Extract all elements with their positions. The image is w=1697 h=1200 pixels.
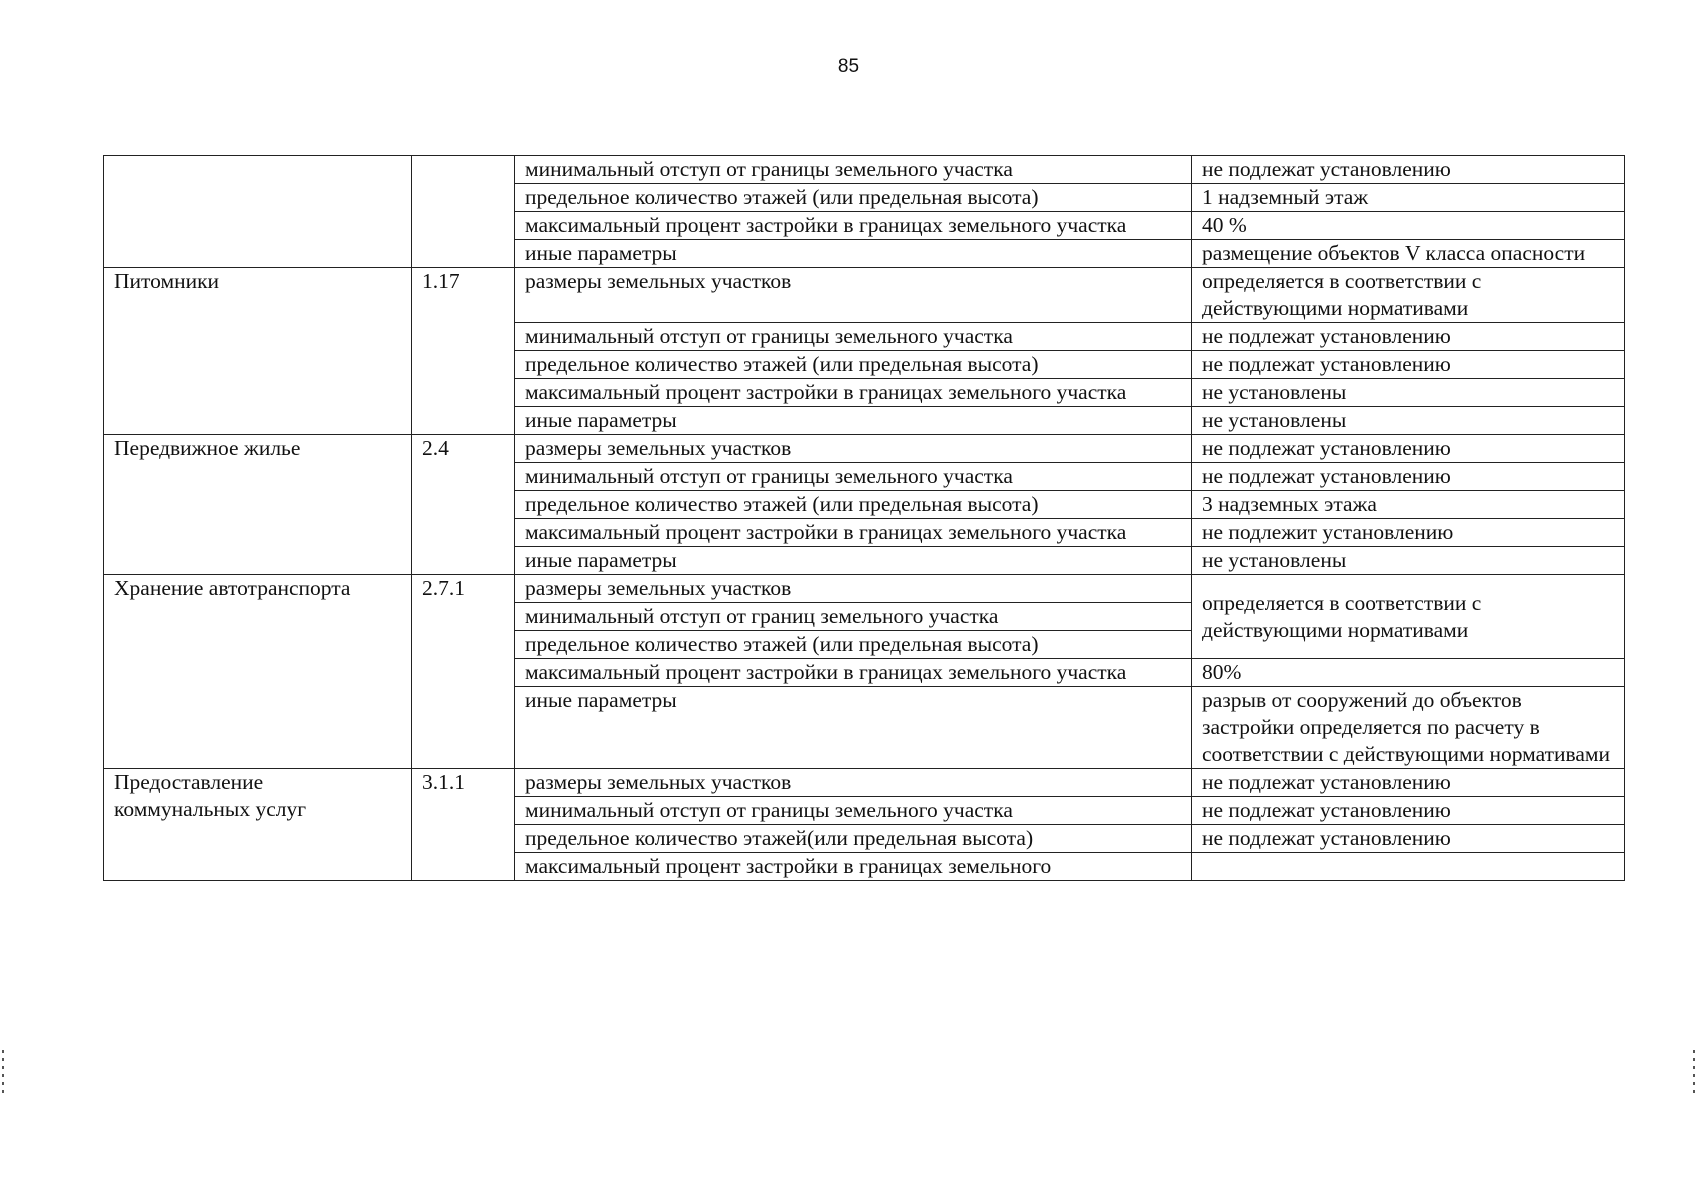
param-value-cell: не установлены <box>1192 379 1625 407</box>
param-value-cell: размещение объектов V класса опасности <box>1192 240 1625 268</box>
param-name-cell: минимальный отступ от границы земельного участка <box>515 463 1192 491</box>
param-name-cell: минимальный отступ от границы земельного участка <box>515 323 1192 351</box>
param-value-cell: 80% <box>1192 659 1625 687</box>
param-name-cell: иные параметры <box>515 407 1192 435</box>
param-name-cell: максимальный процент застройки в границах земельного участка <box>515 379 1192 407</box>
use-code-cell <box>412 156 515 268</box>
param-value-cell: не подлежат установлению <box>1192 351 1625 379</box>
param-value-cell: не установлены <box>1192 547 1625 575</box>
use-name-cell: Предоставление коммунальных услуг <box>104 769 412 881</box>
scan-edge-mark-left <box>2 1050 4 1098</box>
param-value-cell: не подлежат установлению <box>1192 323 1625 351</box>
param-name-cell: размеры земельных участков <box>515 268 1192 323</box>
param-name-cell: иные параметры <box>515 240 1192 268</box>
param-value-cell: не подлежит установлению <box>1192 519 1625 547</box>
regulations-table <box>103 155 1625 881</box>
param-value-cell: не подлежат установлению <box>1192 463 1625 491</box>
param-value-cell: не подлежат установлению <box>1192 825 1625 853</box>
param-name-cell: иные параметры <box>515 547 1192 575</box>
param-name-cell: предельное количество этажей (или предельная высота) <box>515 351 1192 379</box>
param-name-cell: размеры земельных участков <box>515 769 1192 797</box>
page-number: 85 <box>837 56 860 77</box>
param-value-cell: определяется в соответствии с действующими нормативами <box>1192 575 1625 659</box>
scan-edge-mark-right <box>1693 1050 1695 1098</box>
param-name-cell: максимальный процент застройки в границах земельного участка <box>515 659 1192 687</box>
param-name-cell: предельное количество этажей (или предельная высота) <box>515 631 1192 659</box>
param-value-cell: 3 надземных этажа <box>1192 491 1625 519</box>
param-value-cell: не подлежат установлению <box>1192 769 1625 797</box>
use-code-cell: 2.7.1 <box>412 575 515 769</box>
param-name-cell: предельное количество этажей (или предельная высота) <box>515 184 1192 212</box>
use-code-cell: 3.1.1 <box>412 769 515 881</box>
param-name-cell: размеры земельных участков <box>515 575 1192 603</box>
use-name-cell: Хранение автотранспорта <box>104 575 412 769</box>
param-name-cell: минимальный отступ от границ земельного участка <box>515 603 1192 631</box>
param-name-cell: максимальный процент застройки в границах земельного участка <box>515 212 1192 240</box>
param-value-cell: не подлежат установлению <box>1192 156 1625 184</box>
param-value-cell: определяется в соответствии с действующими нормативами <box>1192 268 1625 323</box>
use-name-cell: Передвижное жилье <box>104 435 412 575</box>
param-name-cell: минимальный отступ от границы земельного участка <box>515 797 1192 825</box>
param-value-cell <box>1192 853 1625 881</box>
param-name-cell: максимальный процент застройки в границах земельного <box>515 853 1192 881</box>
param-value-cell: разрыв от сооружений до объектов застройки определяется по расчету в соответствии с действующими нормативами <box>1192 687 1625 769</box>
param-name-cell: минимальный отступ от границы земельного участка <box>515 156 1192 184</box>
use-code-cell: 1.17 <box>412 268 515 435</box>
use-name-cell <box>104 156 412 268</box>
use-code-cell: 2.4 <box>412 435 515 575</box>
table-row <box>104 769 1625 797</box>
param-name-cell: размеры земельных участков <box>515 435 1192 463</box>
use-name-cell: Питомники <box>104 268 412 435</box>
param-value-cell: не установлены <box>1192 407 1625 435</box>
param-name-cell: иные параметры <box>515 687 1192 769</box>
table-row <box>104 575 1625 603</box>
param-name-cell: максимальный процент застройки в границах земельного участка <box>515 519 1192 547</box>
param-value-cell: не подлежат установлению <box>1192 797 1625 825</box>
param-name-cell: предельное количество этажей (или предельная высота) <box>515 491 1192 519</box>
table-row <box>104 156 1625 184</box>
param-value-cell: не подлежат установлению <box>1192 435 1625 463</box>
param-name-cell: предельное количество этажей(или предельная высота) <box>515 825 1192 853</box>
param-value-cell: 40 % <box>1192 212 1625 240</box>
param-value-cell: 1 надземный этаж <box>1192 184 1625 212</box>
table-row <box>104 435 1625 463</box>
table-row <box>104 268 1625 323</box>
